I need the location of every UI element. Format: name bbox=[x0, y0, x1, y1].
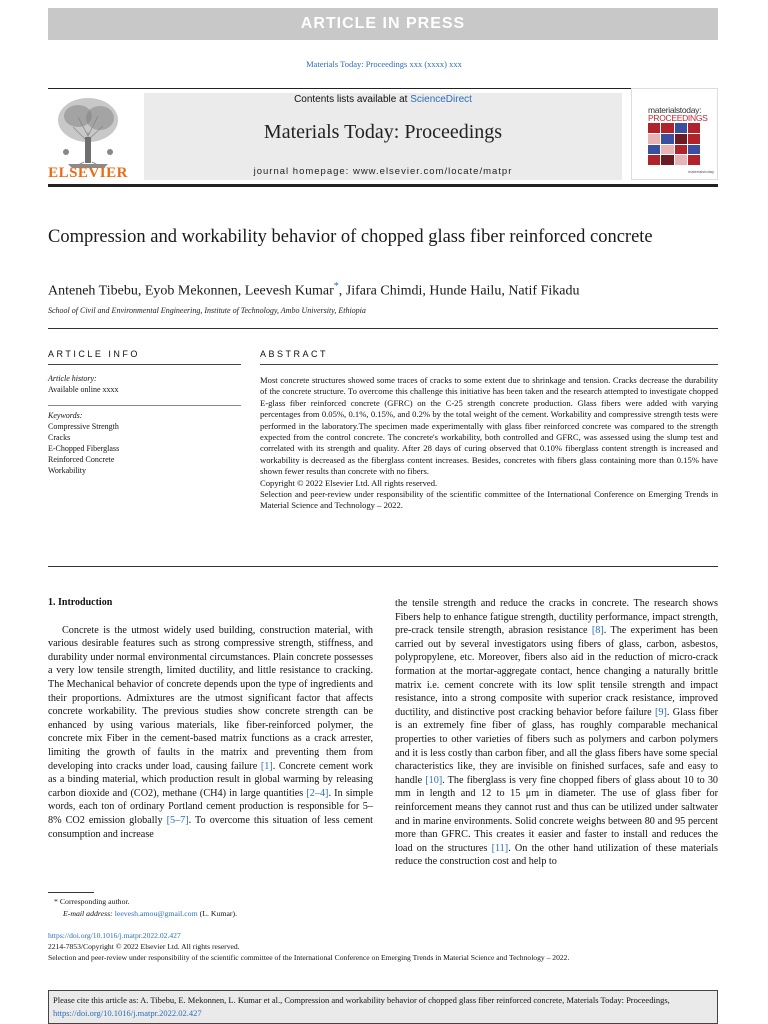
article-in-press-banner: ARTICLE IN PRESS bbox=[48, 8, 718, 40]
elsevier-wordmark: ELSEVIER bbox=[48, 165, 128, 181]
citation-text: Please cite this article as: A. Tibebu, E. Mekonnen, L. Kumar et al., Compression and workability behavior of chopped glass fiber reinforced concrete, Materials Today: Proceedings, bbox=[53, 995, 670, 1005]
citation-link[interactable]: [5–7] bbox=[166, 814, 189, 826]
authors-rest: , Jifara Chimdi, Hunde Hailu, Natif Fikadu bbox=[338, 283, 580, 299]
citation-doi-link[interactable]: https://doi.org/10.1016/j.matpr.2022.02.427 bbox=[53, 1008, 202, 1018]
citation-link[interactable]: [2–4] bbox=[306, 787, 329, 799]
body-column-left bbox=[48, 596, 373, 841]
authors-first: Anteneh Tibebu, Eyob Mekonnen, Leevesh Kumar bbox=[48, 283, 334, 299]
citation-box bbox=[48, 990, 718, 1024]
author-list bbox=[48, 281, 718, 300]
introduction-heading: 1. Introduction bbox=[48, 597, 113, 608]
article-info-rule bbox=[48, 364, 241, 365]
history-value: Available online xxxx bbox=[48, 385, 119, 394]
paper-title: Compression and workability behavior of chopped glass fiber reinforced concrete bbox=[48, 227, 653, 247]
intro-text: . The experiment has been carried out by several investigators using fibers of glass, carbon, asbestos, polypropylene, etc. Moreover, fibers also aid in the reduction of micro-crack formation at the mortar-aggregate contact, hence changing a naturally brittle matrix i.e. cement concrete with its low split tensile strength and impact resistance, into a strong composite with superior crack resistance, improved ductility, and distinctive post cracking behavior before failure bbox=[395, 625, 718, 718]
body-column-right bbox=[395, 597, 718, 869]
article-info-heading: ARTICLE INFO bbox=[48, 349, 140, 359]
email-line bbox=[54, 908, 374, 920]
cover-image-grid bbox=[648, 123, 700, 165]
cover-footer-text: materialstoday bbox=[688, 169, 715, 174]
corresponding-author-mark[interactable]: * bbox=[333, 281, 339, 292]
issn-copyright: 2214-7853/Copyright © 2022 Elsevier Ltd. All rights reserved. bbox=[48, 942, 240, 951]
article-info-divider bbox=[48, 405, 241, 406]
abstract-copyright: Copyright © 2022 Elsevier Ltd. All rights reserved. bbox=[260, 477, 438, 488]
intro-paragraph-right bbox=[395, 597, 718, 869]
journal-name: Materials Today: Proceedings bbox=[263, 121, 503, 143]
title-separator bbox=[48, 328, 718, 329]
citation-link[interactable]: [11] bbox=[491, 842, 509, 854]
bottom-peer-review: Selection and peer-review under responsibility of the scientific committee of the International Conference on Emerging Trends in Material Science and Technology – 2022. bbox=[48, 953, 570, 962]
keyword-item: Reinforced Concrete bbox=[48, 455, 115, 464]
keywords-block bbox=[48, 410, 241, 476]
intro-text: . In simple words, each ton of ordinary Portland cement production is responsible for 5–8% CO2 emission globally bbox=[48, 787, 373, 826]
contents-prefix: Contents lists available at bbox=[294, 94, 411, 105]
header-top-rule bbox=[48, 88, 718, 89]
keyword-item: Cracks bbox=[48, 433, 71, 442]
bottom-publication-info bbox=[48, 930, 718, 963]
journal-cover-thumbnail bbox=[631, 88, 718, 180]
intro-text: . On the other hand utilization of these materials reduce the construction cost and help to bbox=[395, 842, 719, 868]
citation-link[interactable]: [1] bbox=[260, 760, 273, 772]
cover-title-bottom: PROCEEDINGS bbox=[648, 113, 708, 123]
abstract-heading: ABSTRACT bbox=[260, 349, 329, 359]
footnote-rule bbox=[48, 892, 94, 893]
keyword-item: E-Chopped Fiberglass bbox=[48, 444, 120, 453]
abstract-rule bbox=[260, 364, 718, 365]
abstract-bottom-rule bbox=[48, 566, 718, 567]
doi-link[interactable]: https://doi.org/10.1016/j.matpr.2022.02.427 bbox=[48, 931, 181, 940]
corresponding-author-note: * Corresponding author. bbox=[54, 897, 130, 906]
citation-link[interactable]: [9] bbox=[655, 706, 667, 718]
intro-text: . To overcome this situation of less cement consumption and increase bbox=[48, 814, 374, 840]
keyword-item: Workability bbox=[48, 466, 87, 475]
abstract-peer-review: Selection and peer-review under responsibility of the scientific committee of the International Conference on Emerging Trends in Material Science and Technology – 2022. bbox=[260, 489, 718, 511]
intro-text: . Concrete cement work as a binding material, which production result in global warming by releasing carbon dioxide and (CO2), methane (CH4) in large quantities bbox=[48, 760, 373, 799]
intro-text: Concrete is the utmost widely used building, construction material, with various desirable features such as strong compressive strength, stiffness, and durability under normal environmental circumstances. Plain concrete possesses a very low tensile strength, limited ductility, and little resistance to cracking. The Mechanical behavior of concrete depends upon the type of ingredients and their proportions. Admixtures are the utmost significant factor that affects concrete workability. The previous studies show concrete strength can be enhanced by using various materials, like fiber-reinforced polymer, the concrete mix Fiber in the cement-based matrix functions as a crack arrester, limiting the growth of faults in the matrix and preventing them from developing into cracks under load, causing failure bbox=[48, 624, 373, 772]
footnote bbox=[54, 896, 374, 920]
citation-link[interactable]: [10] bbox=[425, 774, 443, 786]
keyword-item: Compressive Strength bbox=[48, 422, 119, 431]
email-link[interactable]: leevesh.amou@gmail.com bbox=[114, 909, 198, 918]
history-label: Article history: bbox=[48, 374, 97, 383]
journal-homepage[interactable]: journal homepage: www.elsevier.com/locate/matpr bbox=[253, 166, 513, 177]
journal-reference-link[interactable]: Materials Today: Proceedings xxx (xxxx) xxx bbox=[306, 59, 462, 69]
intro-text: . The fiberglass is very fine chopped fibers of glass about 10 to 30 mm in length and 12 to 15 μm in diameter. The use of glass fiber for reinforcement means they cannot rust and thus can be utilized under saltwater and in marine environments. Solid concrete weighs between 80 and 95 percent more than GFRC. This creates it easier and faster to install and reduces the load on the structures bbox=[395, 774, 719, 854]
affiliation: School of Civil and Environmental Engineering, Institute of Technology, Ambo University, Ethiopia bbox=[48, 306, 366, 315]
citation-link[interactable]: [8] bbox=[591, 625, 604, 637]
intro-text: the tensile strength and reduce the cracks in concrete. The research shows Fibers help to enhance fatigue strength, ductility performance, impact strength, pre-crack tensile strength, abrasion resistance bbox=[395, 598, 718, 637]
email-suffix: (L. Kumar). bbox=[197, 909, 238, 918]
abstract-body bbox=[260, 375, 718, 512]
email-label: E-mail address: bbox=[63, 909, 115, 918]
intro-text: . Glass fiber is an extremely fine fiber of glass, has roughly comparable mechanical properties to other varieties of fibers such as polymers and carbon polymers and it is less costly than carbon fiber, and all the glass fibers have some special characteristics like, they are invisible on finished surfaces, safe and easy to handle bbox=[395, 706, 718, 786]
cover-title-top: materialstoday: bbox=[648, 105, 702, 115]
header-bottom-rule bbox=[48, 184, 718, 187]
intro-paragraph-left bbox=[48, 624, 373, 842]
journal-header bbox=[144, 93, 622, 180]
abstract-text: Most concrete structures showed some traces of cracks to some extent due to shrinkage and tension. Cracks decrease the durability of the concrete structure. To overcome this challenge this initiative has been taken and the research attempted to investigate chopped E-glass fiber reinforced concrete (GFRC) on the C-25 strength concrete production. Glass fibers were added with varying percentages from 0.05%, 0.1%, 0.15%, and 0.2% by the total weight of the cement. Workability and compressive strength tests were performed in the laboratory.The specimen made experimentally with glass fiber reinforced concrete was compared to the strength expected from the control concrete. The concrete's workability, both controlled and GFRC, was assessed using the slump test and correlated with its strength and quality. After 28 days of curing observed that 0.10% fiberglass content strength is increased and workability is decreased as the fiberglass content increases. Besides, concretes with fibers glass containing more than 0.15% have shown fewer results than concrete with no fibers. bbox=[260, 375, 718, 477]
sciencedirect-link[interactable]: ScienceDirect bbox=[410, 94, 472, 105]
contents-available-line bbox=[144, 94, 622, 105]
keywords-label: Keywords: bbox=[48, 411, 83, 420]
article-history bbox=[48, 373, 241, 395]
